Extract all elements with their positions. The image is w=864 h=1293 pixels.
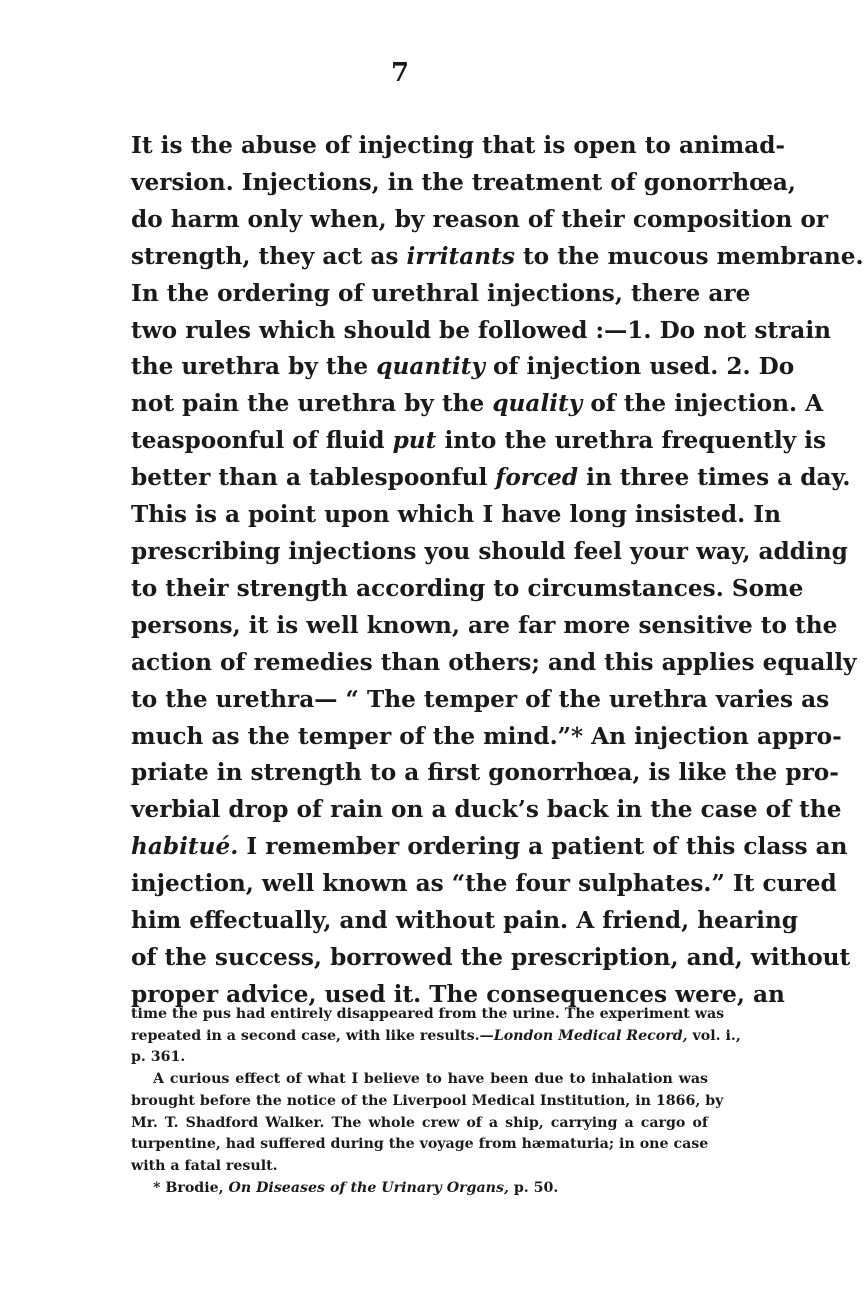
text-segment: This is a point upon which I have long insisted. In xyxy=(131,501,781,529)
body-line xyxy=(131,719,842,756)
body-line xyxy=(131,940,851,977)
text-segment: strength, they act as xyxy=(131,242,407,270)
text-segment: him effectually, and without pain. A friend, hearing xyxy=(131,907,798,935)
footnote-line xyxy=(131,1156,708,1178)
text-segment: verbial drop of rain on a duck’s back in the case of the xyxy=(131,796,842,824)
body-line xyxy=(131,202,829,239)
text-segment: two rules which should be followed :—1. Do not strain xyxy=(131,316,831,344)
body-line xyxy=(131,829,848,866)
text-segment: not pain the urethra by the xyxy=(131,390,493,418)
text-segment: p. 50. xyxy=(508,1179,559,1196)
body-line xyxy=(131,645,857,682)
body-line xyxy=(131,128,786,165)
italic-text: irritants xyxy=(406,242,515,270)
footnote-line xyxy=(131,1004,725,1026)
text-segment: priate in strength to a first gonorrhœa, is like the pro- xyxy=(131,759,839,787)
body-line xyxy=(131,571,804,608)
text-segment: of the injection. A xyxy=(582,390,824,418)
text-segment: with a fatal result. xyxy=(131,1157,278,1174)
italic-text: put xyxy=(392,427,437,455)
text-segment: repeated in a second case, with like results.— xyxy=(131,1027,494,1044)
page-number: 7 xyxy=(390,58,410,88)
text-segment: I remember ordering a patient of this class an xyxy=(238,833,848,861)
italic-text: forced xyxy=(495,464,579,492)
text-segment: Mr. T. Shadford Walker. The whole crew of a ship, carrying a cargo of xyxy=(131,1114,708,1131)
text-segment: do harm only when, by reason of their composition or xyxy=(131,205,829,233)
text-segment: proper advice, used it. The consequences were, an xyxy=(131,980,785,1008)
text-segment: of the success, borrowed the prescription, and, without xyxy=(131,943,851,971)
footnote-line xyxy=(131,1047,708,1069)
body-line xyxy=(131,866,837,903)
italic-text: habitué. xyxy=(131,833,239,861)
body-line xyxy=(131,755,839,792)
text-segment: A curious effect of what I believe to have been due to inhalation was xyxy=(153,1071,708,1088)
body-line xyxy=(131,608,838,645)
body-line xyxy=(131,460,851,497)
body-line xyxy=(131,386,824,423)
footnote-line xyxy=(131,1091,724,1113)
text-segment: It is the abuse of injecting that is open to animad- xyxy=(131,132,786,159)
italic-text: On Diseases of the Urinary Organs, xyxy=(228,1179,509,1196)
italic-text: London Medical Record, xyxy=(493,1027,688,1044)
italic-text: quality xyxy=(492,390,583,418)
text-segment: much as the temper of the mind.”* An injection appro- xyxy=(131,722,842,750)
text-segment: better than a tablespoonful xyxy=(131,464,496,492)
italic-text: quantity xyxy=(376,353,485,381)
text-segment: the urethra by the xyxy=(131,353,377,381)
text-segment: vol. i., xyxy=(687,1027,741,1044)
footnote-line xyxy=(131,1069,708,1091)
body-line xyxy=(131,349,795,386)
text-segment: to their strength according to circumstances. Some xyxy=(131,574,804,602)
footnote-line xyxy=(131,1026,741,1048)
text-segment: time the pus had entirely disappeared from the urine. The experiment was xyxy=(131,1006,725,1022)
body-line xyxy=(131,313,831,350)
footnote-line xyxy=(131,1134,708,1156)
text-segment: In the ordering of urethral injections, there are xyxy=(131,279,751,307)
text-segment: to the mucous membrane. xyxy=(514,242,864,270)
text-segment: * Brodie, xyxy=(153,1179,229,1196)
body-line xyxy=(131,165,796,202)
footnote-block xyxy=(131,1004,741,1199)
footnote-line xyxy=(131,1178,708,1200)
body-line xyxy=(131,239,864,276)
body-line xyxy=(131,682,830,719)
text-segment: turpentine, had suffered during the voyage from hæmaturia; in one case xyxy=(131,1136,709,1153)
body-line xyxy=(131,423,827,460)
text-segment: p. 361. xyxy=(131,1049,186,1066)
body-line xyxy=(131,792,842,829)
text-segment: teaspoonful of fluid xyxy=(131,427,393,455)
text-segment: prescribing injections you should feel your way, adding xyxy=(131,537,848,565)
text-segment: injection, well known as “the four sulphates.” It cured xyxy=(131,870,837,898)
body-line xyxy=(131,497,781,534)
body-line xyxy=(131,903,798,940)
text-segment: brought before the notice of the Liverpool Medical Institution, in 1866, by xyxy=(131,1092,724,1109)
text-segment: persons, it is well known, are far more sensitive to the xyxy=(131,611,838,639)
text-segment: to the urethra— “ The temper of the urethra varies as xyxy=(131,685,830,713)
body-line xyxy=(131,534,848,571)
text-segment: in three times a day. xyxy=(578,464,851,492)
text-segment: into the urethra frequently is xyxy=(436,427,827,455)
text-segment: version. Injections, in the treatment of gonorrhœa, xyxy=(131,168,796,196)
text-segment: action of remedies than others; and this applies equally xyxy=(131,648,857,676)
text-segment: of injection used. 2. Do xyxy=(484,353,795,381)
body-line xyxy=(131,276,751,313)
footnote-line xyxy=(131,1113,708,1135)
